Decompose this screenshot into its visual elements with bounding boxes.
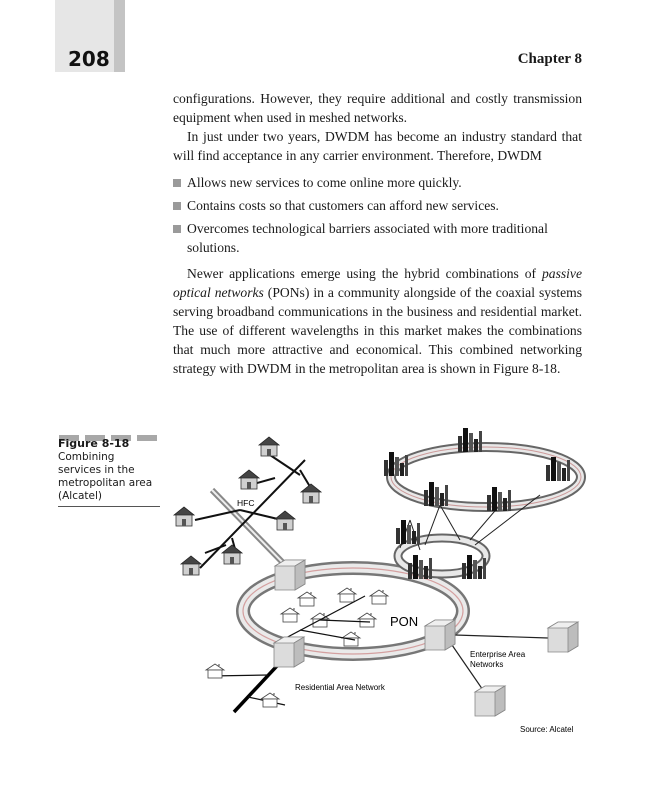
hfc-label: HFC [237,498,255,508]
paragraph-1: configurations. However, they require additional and costly transmission equipment when used in meshed networks. [173,91,582,125]
paragraph-2: In just under two years, DWDM has become an industry standard that will find acceptance in any carrier environment. Therefore, DWDM [173,129,582,163]
term-pon: passive optical networks [173,266,582,300]
list-item: Allows new services to come online more quickly. [173,173,582,192]
pon-label: PON [390,614,419,629]
enterprise-label: Enterprise Area Networks [470,650,526,669]
list-item: Overcomes technological barriers associated with more traditional solutions. [173,219,582,257]
page-number: 208 [68,47,110,71]
residential-label: Residential Area Network [295,683,385,692]
figure-caption: Combining services in the metropolitan area (Alcatel) [58,451,153,502]
hfc-branches [195,455,315,568]
figure-number: Figure 8-18 [58,437,130,450]
source-label: Source: Alcatel [520,725,574,734]
chapter-title: Chapter 8 [517,51,582,67]
list-item: Contains costs so that customers can afford new services. [173,196,582,215]
paragraph-3: Newer applications emerge using the hybrid combinations of passive optical networks (PONs) in a community alongside of the coaxial systems serving broadband communications in the business and residential market. The use of different wavelengths in this market makes the combinations that much more attractive and economical. This combined networking strategy with DWDM in the metropolitan area is shown in Figure 8-18. [173,266,582,376]
